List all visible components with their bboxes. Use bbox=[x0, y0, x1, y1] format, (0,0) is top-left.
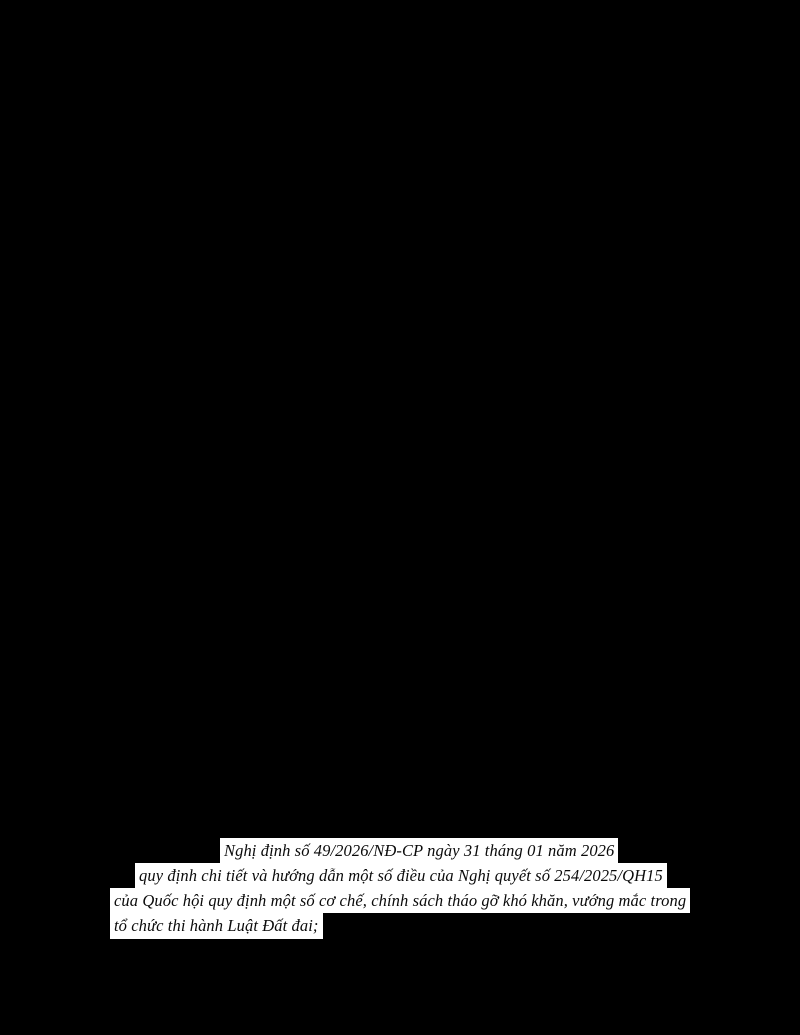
revealed-line-3: của Quốc hội quy định một số cơ chế, chính sách tháo gỡ khó khăn, vướng mắc trong bbox=[110, 888, 690, 913]
revealed-line-2: quy định chi tiết và hướng dẫn một số điều của Nghị quyết số 254/2025/QH15 bbox=[135, 863, 667, 888]
revealed-line-1: Nghị định số 49/2026/NĐ-CP ngày 31 tháng 01 năm 2026 bbox=[220, 838, 618, 863]
revealed-line-4: tổ chức thi hành Luật Đất đai; bbox=[110, 913, 323, 939]
revealed-passage bbox=[110, 838, 750, 939]
